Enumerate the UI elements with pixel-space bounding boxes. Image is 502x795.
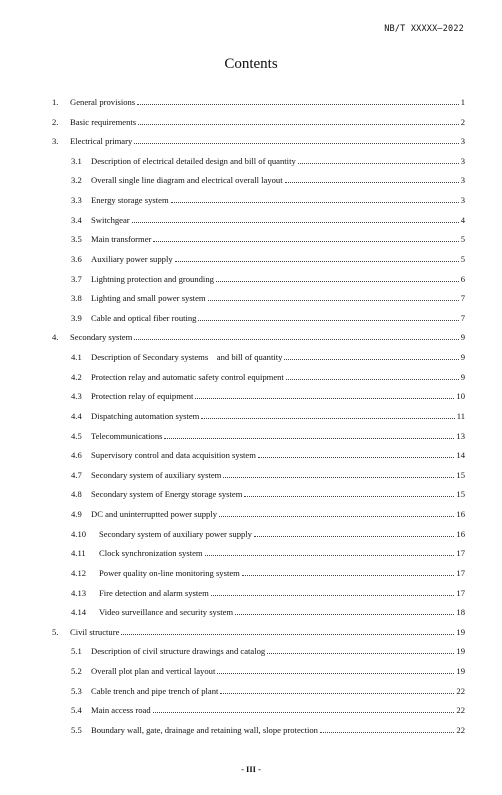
toc-entry[interactable] bbox=[0, 389, 502, 403]
toc-entry-number: 5.3 bbox=[71, 685, 82, 696]
toc-entry-number: 4.2 bbox=[71, 371, 82, 382]
toc-entry-label: General provisions bbox=[70, 97, 136, 107]
toc-entry-label: Switchgear bbox=[91, 214, 130, 225]
toc-entry[interactable] bbox=[0, 507, 502, 521]
toc-entry-page: 2 bbox=[460, 116, 465, 127]
toc-entry-label: Power quality on-line monitoring system bbox=[99, 567, 240, 578]
toc-entry[interactable] bbox=[0, 664, 502, 678]
toc-entry-number: 4.12 bbox=[71, 567, 87, 578]
toc-entry-label: Description of civil structure drawings and catalog bbox=[91, 646, 266, 657]
toc-entry[interactable] bbox=[0, 95, 502, 109]
toc-entry-number: 3.4 bbox=[71, 214, 82, 225]
toc-entry-page: 9 bbox=[460, 371, 465, 382]
toc-entry-label: Boundary wall, gate, drainage and retaining wall, slope protection bbox=[91, 724, 318, 735]
toc-entry-page: 19 bbox=[456, 665, 465, 676]
dot-leader bbox=[285, 173, 459, 183]
dot-leader bbox=[121, 625, 454, 635]
toc-entry-label: Lighting and small power system bbox=[91, 293, 206, 304]
toc-entry-number: 1. bbox=[52, 97, 59, 107]
toc-entry-page: 15 bbox=[456, 489, 465, 500]
toc-entry[interactable] bbox=[0, 291, 502, 305]
toc-entry-number: 4.10 bbox=[71, 528, 87, 539]
toc-entry-number: 4.11 bbox=[71, 548, 86, 559]
toc-entry[interactable] bbox=[0, 272, 502, 286]
toc-entry[interactable] bbox=[0, 684, 502, 698]
toc-entry-label: Fire detection and alarm system bbox=[99, 587, 209, 598]
dot-leader bbox=[220, 684, 454, 694]
page-number: - III - bbox=[241, 764, 261, 774]
toc-entry-label: Main transformer bbox=[91, 234, 152, 245]
toc-entry-page: 14 bbox=[456, 450, 465, 461]
toc-entry-page: 17 bbox=[456, 567, 465, 578]
toc-entry-number: 4.9 bbox=[71, 509, 82, 520]
toc-entry-page: 22 bbox=[456, 685, 465, 696]
toc-entry-number: 4.14 bbox=[71, 607, 87, 618]
toc-entry-number: 4.4 bbox=[71, 410, 82, 421]
toc-entry[interactable] bbox=[0, 566, 502, 580]
toc-entry-page: 22 bbox=[456, 705, 465, 716]
toc-entry-label: Civil structure bbox=[70, 626, 120, 637]
toc-entry-label: Energy storage system bbox=[91, 195, 169, 206]
toc-entry-label: Description of electrical detailed design and bill of quantity bbox=[91, 155, 296, 166]
toc-entry-page: 16 bbox=[456, 528, 465, 539]
dot-leader bbox=[258, 448, 454, 458]
toc-entry-page: 11 bbox=[456, 410, 465, 421]
dot-leader bbox=[134, 330, 458, 340]
dot-leader bbox=[137, 95, 459, 105]
dot-leader bbox=[171, 193, 459, 203]
dot-leader bbox=[208, 291, 459, 301]
toc-entry[interactable] bbox=[0, 625, 502, 639]
dot-leader bbox=[244, 487, 454, 497]
toc-entry-page: 3 bbox=[460, 155, 465, 166]
toc-entry[interactable] bbox=[0, 134, 502, 148]
toc-entry-number: 5.1 bbox=[71, 646, 82, 657]
dot-leader bbox=[134, 134, 458, 144]
toc-entry-page: 7 bbox=[460, 312, 465, 323]
toc-entry-label: Protection relay of equipment bbox=[91, 391, 194, 402]
toc-entry-page: 3 bbox=[460, 136, 465, 147]
toc-entry-number: 4.6 bbox=[71, 450, 82, 461]
toc-entry-label: Auxiliary power supply bbox=[91, 253, 173, 264]
toc-entry-label: Clock synchronization system bbox=[99, 548, 203, 559]
toc-entry-page: 10 bbox=[456, 391, 465, 402]
dot-leader bbox=[205, 546, 455, 556]
toc-entry-number: 4.3 bbox=[71, 391, 82, 402]
toc-entry[interactable] bbox=[0, 644, 502, 658]
toc-entry[interactable] bbox=[0, 409, 502, 423]
toc-entry-label: Secondary system of auxiliary system bbox=[91, 469, 222, 480]
toc-entry[interactable] bbox=[0, 115, 502, 129]
dot-leader bbox=[201, 409, 454, 419]
toc-entry[interactable] bbox=[0, 173, 502, 187]
toc-entry-page: 9 bbox=[460, 352, 465, 363]
toc-entry-label: Overall plot plan and vertical layout bbox=[91, 665, 216, 676]
dot-leader bbox=[298, 154, 459, 164]
dot-leader bbox=[211, 586, 455, 596]
toc-entry-number: 3.1 bbox=[71, 155, 82, 166]
toc-entry-label: Basic requirements bbox=[70, 116, 137, 127]
dot-leader bbox=[217, 664, 454, 674]
toc-entry[interactable] bbox=[0, 487, 502, 501]
dot-leader bbox=[219, 507, 454, 517]
toc-entry-number: 4.1 bbox=[71, 352, 82, 363]
toc-entry-number: 3. bbox=[52, 136, 59, 147]
toc-entry-label: Cable and optical fiber routing bbox=[91, 312, 197, 323]
dot-leader bbox=[235, 605, 454, 615]
dot-leader bbox=[175, 252, 459, 262]
toc-entry-label: Telecommunications bbox=[91, 430, 163, 441]
toc-entry-label: Video surveillance and security system bbox=[99, 607, 234, 618]
toc-entry-page: 6 bbox=[460, 273, 465, 284]
toc-entry-label: Secondary system bbox=[70, 332, 133, 343]
toc-entry-number: 4.5 bbox=[71, 430, 82, 441]
toc-entry-page: 3 bbox=[460, 195, 465, 206]
toc-entry-number: 4.13 bbox=[71, 587, 87, 598]
toc-entry-label: Protection relay and automatic safety control equipment bbox=[91, 371, 284, 382]
toc-entry-number: 3.6 bbox=[71, 253, 82, 264]
toc-entry-page: 17 bbox=[456, 548, 465, 559]
toc-entry-page: 17 bbox=[456, 587, 465, 598]
dot-leader bbox=[153, 703, 455, 713]
toc-entry-page: 4 bbox=[460, 214, 465, 225]
toc-entry[interactable] bbox=[0, 232, 502, 246]
toc-entry-label: Main access road bbox=[91, 705, 151, 716]
toc-entry[interactable] bbox=[0, 154, 502, 168]
toc-entry-page: 13 bbox=[456, 430, 465, 441]
toc-entry-page: 9 bbox=[460, 332, 465, 343]
toc-entry[interactable] bbox=[0, 448, 502, 462]
page-title: Contents bbox=[224, 56, 278, 72]
toc-entry[interactable] bbox=[0, 723, 502, 737]
toc-entry-label: Cable trench and pipe trench of plant bbox=[91, 685, 219, 696]
dot-leader bbox=[267, 644, 454, 654]
toc-entry-label: Overall single line diagram and electrical overall layout bbox=[91, 175, 283, 186]
toc-entry-page: 15 bbox=[456, 469, 465, 480]
toc-entry-number: 3.7 bbox=[71, 273, 82, 284]
dot-leader bbox=[164, 429, 454, 439]
toc-entry-page: 22 bbox=[456, 724, 465, 735]
dot-leader bbox=[286, 370, 459, 380]
dot-leader bbox=[284, 350, 458, 360]
dot-leader bbox=[138, 115, 459, 125]
toc-entry-page: 5 bbox=[460, 234, 465, 245]
toc-entry-page: 18 bbox=[456, 607, 465, 618]
toc-entry-number: 3.3 bbox=[71, 195, 82, 206]
toc-entry-number: 3.9 bbox=[71, 312, 82, 323]
toc-entry[interactable] bbox=[0, 213, 502, 227]
toc-entry-number: 4.8 bbox=[71, 489, 82, 500]
toc-entry[interactable] bbox=[0, 546, 502, 560]
dot-leader bbox=[223, 468, 454, 478]
dot-leader bbox=[320, 723, 454, 733]
toc-entry-number: 4. bbox=[52, 332, 59, 343]
toc-entry-label: Lightning protection and grounding bbox=[91, 273, 214, 284]
toc-entry-number: 5. bbox=[52, 626, 59, 637]
dot-leader bbox=[132, 213, 459, 223]
toc-entry-label: Supervisory control and data acquisition system bbox=[91, 450, 256, 461]
toc-entry[interactable] bbox=[0, 370, 502, 384]
toc-entry-label: Dispatching automation system bbox=[91, 410, 200, 421]
toc-entry-label: Secondary system of auxiliary power supply bbox=[99, 528, 252, 539]
dot-leader bbox=[242, 566, 455, 576]
toc-entry-page: 19 bbox=[456, 626, 465, 637]
toc-entry-page: 3 bbox=[460, 175, 465, 186]
toc-entry[interactable] bbox=[0, 350, 502, 364]
toc-entry-number: 3.5 bbox=[71, 234, 82, 245]
toc-entry-number: 5.5 bbox=[71, 724, 82, 735]
toc-entry-page: 19 bbox=[456, 646, 465, 657]
dot-leader bbox=[254, 527, 454, 537]
toc-entry-page: 7 bbox=[460, 293, 465, 304]
toc-entry-number: 2. bbox=[52, 116, 59, 127]
toc-entry-page: 16 bbox=[456, 509, 465, 520]
toc-entry[interactable] bbox=[0, 605, 502, 619]
toc-entry-number: 3.2 bbox=[71, 175, 82, 186]
dot-leader bbox=[153, 232, 458, 242]
toc-entry-label: Electrical primary bbox=[70, 136, 133, 147]
toc-entry-page: 1 bbox=[460, 97, 465, 107]
dot-leader bbox=[195, 389, 454, 399]
toc-entry[interactable] bbox=[0, 586, 502, 600]
standard-code: NB/T XXXXX—2022 bbox=[384, 24, 464, 34]
dot-leader bbox=[216, 272, 459, 282]
toc-entry[interactable] bbox=[0, 252, 502, 266]
toc-entry[interactable] bbox=[0, 703, 502, 717]
toc-entry-page: 5 bbox=[460, 253, 465, 264]
toc-entry-number: 3.8 bbox=[71, 293, 82, 304]
toc-entry[interactable] bbox=[0, 193, 502, 207]
toc-entry-number: 5.2 bbox=[71, 665, 82, 676]
toc-entry-label: Description of Secondary systems and bill of quantity bbox=[91, 352, 283, 363]
toc-entry-number: 5.4 bbox=[71, 705, 82, 716]
toc-entry-label: DC and uninterruptted power supply bbox=[91, 509, 218, 520]
toc-entry[interactable] bbox=[0, 429, 502, 443]
dot-leader bbox=[198, 311, 458, 321]
toc-entry[interactable] bbox=[0, 468, 502, 482]
toc-entry-number: 4.7 bbox=[71, 469, 82, 480]
toc-entry-label: Secondary system of Energy storage system bbox=[91, 489, 243, 500]
toc-entry[interactable] bbox=[0, 527, 502, 541]
toc-entry[interactable] bbox=[0, 311, 502, 325]
toc-entry[interactable] bbox=[0, 330, 502, 344]
